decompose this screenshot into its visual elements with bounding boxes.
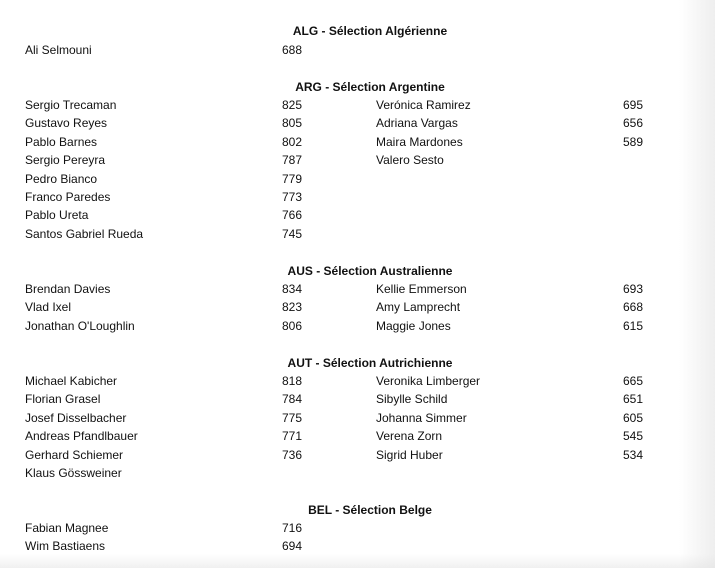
athlete-score: 775 xyxy=(282,411,303,425)
athlete-score: 545 xyxy=(623,429,644,443)
athlete-name: Sergio Pereyra xyxy=(25,153,106,167)
section-title: ALG - Sélection Algérienne xyxy=(292,24,448,38)
athlete-score: 779 xyxy=(282,172,303,186)
athlete-score: 834 xyxy=(282,282,303,296)
athlete-name: Ali Selmouni xyxy=(25,43,92,57)
athlete-name: Santos Gabriel Rueda xyxy=(25,227,144,241)
section-title: AUT - Sélection Autrichienne xyxy=(287,356,453,370)
athlete-name: Pablo Ureta xyxy=(25,208,89,222)
athlete-score: 787 xyxy=(282,153,303,167)
athlete-name: Sigrid Huber xyxy=(376,448,443,462)
athlete-score: 766 xyxy=(282,208,303,222)
athlete-score: 802 xyxy=(282,135,303,149)
athlete-name: Amy Lamprecht xyxy=(376,300,461,314)
athlete-name: Klaus Gössweiner xyxy=(25,466,122,480)
athlete-score: 668 xyxy=(623,300,644,314)
athlete-name: Adriana Vargas xyxy=(376,116,458,130)
athlete-name: Maira Mardones xyxy=(376,135,463,149)
athlete-score: 651 xyxy=(623,392,644,406)
athlete-name: Veronika Limberger xyxy=(376,374,481,388)
athlete-name: Valero Sesto xyxy=(376,153,444,167)
athlete-score: 589 xyxy=(623,135,644,149)
athlete-name: Michael Kabicher xyxy=(25,374,118,388)
athlete-name: Josef Disselbacher xyxy=(25,411,127,425)
athlete-score: 818 xyxy=(282,374,303,388)
athlete-name: Wim Bastiaens xyxy=(25,539,106,553)
athlete-name: Vlad Ixel xyxy=(25,300,72,314)
athlete-name: Gustavo Reyes xyxy=(25,116,108,130)
athlete-name: Jonathan O'Loughlin xyxy=(25,319,135,333)
athlete-name: Verónica Ramirez xyxy=(376,98,471,112)
athlete-score: 823 xyxy=(282,300,303,314)
athlete-name: Pedro Bianco xyxy=(25,172,98,186)
athlete-score: 534 xyxy=(623,448,644,462)
athlete-score: 695 xyxy=(623,98,644,112)
athlete-name: Sibylle Schild xyxy=(376,392,448,406)
athlete-score: 736 xyxy=(282,448,303,462)
athlete-score: 656 xyxy=(623,116,644,130)
athlete-score: 771 xyxy=(282,429,303,443)
athlete-name: Kellie Emmerson xyxy=(376,282,467,296)
athlete-name: Franco Paredes xyxy=(25,190,111,204)
athlete-name: Pablo Barnes xyxy=(25,135,98,149)
athlete-name: Florian Grasel xyxy=(25,392,101,406)
section-title: ARG - Sélection Argentine xyxy=(295,80,445,94)
athlete-score: 825 xyxy=(282,98,303,112)
page-bottom-shadow xyxy=(0,554,715,568)
athlete-name: Fabian Magnee xyxy=(25,521,109,535)
athlete-score: 745 xyxy=(282,227,303,241)
athlete-name: Andreas Pfandlbauer xyxy=(25,429,138,443)
athlete-score: 615 xyxy=(623,319,644,333)
athlete-name: Sergio Trecaman xyxy=(25,98,117,112)
athlete-score: 694 xyxy=(282,539,303,553)
athlete-name: Gerhard Schiemer xyxy=(25,448,124,462)
section-title: BEL - Sélection Belge xyxy=(308,503,432,517)
athlete-name: Maggie Jones xyxy=(376,319,451,333)
section-title: AUS - Sélection Australienne xyxy=(287,264,453,278)
page-edge-shadow xyxy=(679,0,715,568)
athlete-score: 605 xyxy=(623,411,644,425)
athlete-score: 665 xyxy=(623,374,644,388)
athlete-score: 716 xyxy=(282,521,303,535)
athlete-score: 805 xyxy=(282,116,303,130)
athlete-score: 773 xyxy=(282,190,303,204)
athlete-score: 688 xyxy=(282,43,303,57)
athlete-score: 693 xyxy=(623,282,644,296)
athlete-name: Verena Zorn xyxy=(376,429,443,443)
athlete-score: 784 xyxy=(282,392,303,406)
athlete-score: 806 xyxy=(282,319,303,333)
athlete-name: Johanna Simmer xyxy=(376,411,467,425)
athlete-name: Brendan Davies xyxy=(25,282,111,296)
